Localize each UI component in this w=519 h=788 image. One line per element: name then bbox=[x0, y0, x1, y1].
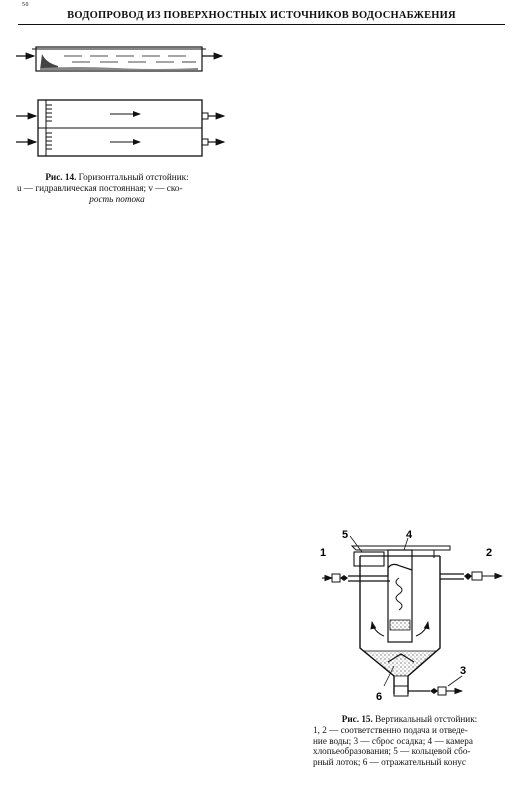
callout-1: 1 bbox=[320, 547, 327, 559]
figure-14-caption-line-2: u — гидравлическая постоянная; v — ско- bbox=[17, 182, 183, 193]
callout-2: 2 bbox=[486, 547, 493, 559]
figure-15-caption-line-4: рный лоток; 6 — отражательный конус bbox=[313, 757, 466, 768]
running-header-title: ВОДОПРОВОД ИЗ ПОВЕРХНОСТНЫХ ИСТОЧНИКОВ ВОДОСНАБЖЕНИЯ bbox=[67, 10, 456, 21]
figure-14-side-view bbox=[16, 40, 226, 80]
figure-15-caption-title: Вертикальный отстойник: bbox=[375, 714, 478, 724]
figure-15-caption-line-1: 1, 2 — соответственно подача и отведе- bbox=[313, 724, 468, 735]
callout-3: 3 bbox=[460, 665, 467, 677]
figure-14-caption bbox=[17, 172, 217, 204]
figure-15-caption bbox=[313, 714, 506, 768]
callout-4: 4 bbox=[406, 529, 413, 541]
figure-14-caption-label: Рис. 14. bbox=[45, 172, 77, 182]
callout-5: 5 bbox=[342, 529, 349, 541]
figure-15-caption-line-3: хлопьеобразования; 5 — кольцевой сбо- bbox=[313, 746, 471, 757]
running-header bbox=[18, 9, 505, 25]
figure-15-caption-label: Рис. 15. bbox=[341, 714, 373, 724]
figure-14-caption-line-3: рость потока bbox=[89, 193, 145, 204]
page-number: 50 bbox=[22, 2, 29, 8]
figure-15-diagram bbox=[312, 526, 512, 708]
callout-6: 6 bbox=[376, 691, 383, 703]
figure-14-plan-view bbox=[16, 98, 226, 160]
figure-15-caption-line-2: ние воды; 3 — сброс осадка; 4 — камера bbox=[313, 735, 473, 746]
figure-14-caption-title: Горизонтальный отстойник: bbox=[78, 172, 189, 182]
